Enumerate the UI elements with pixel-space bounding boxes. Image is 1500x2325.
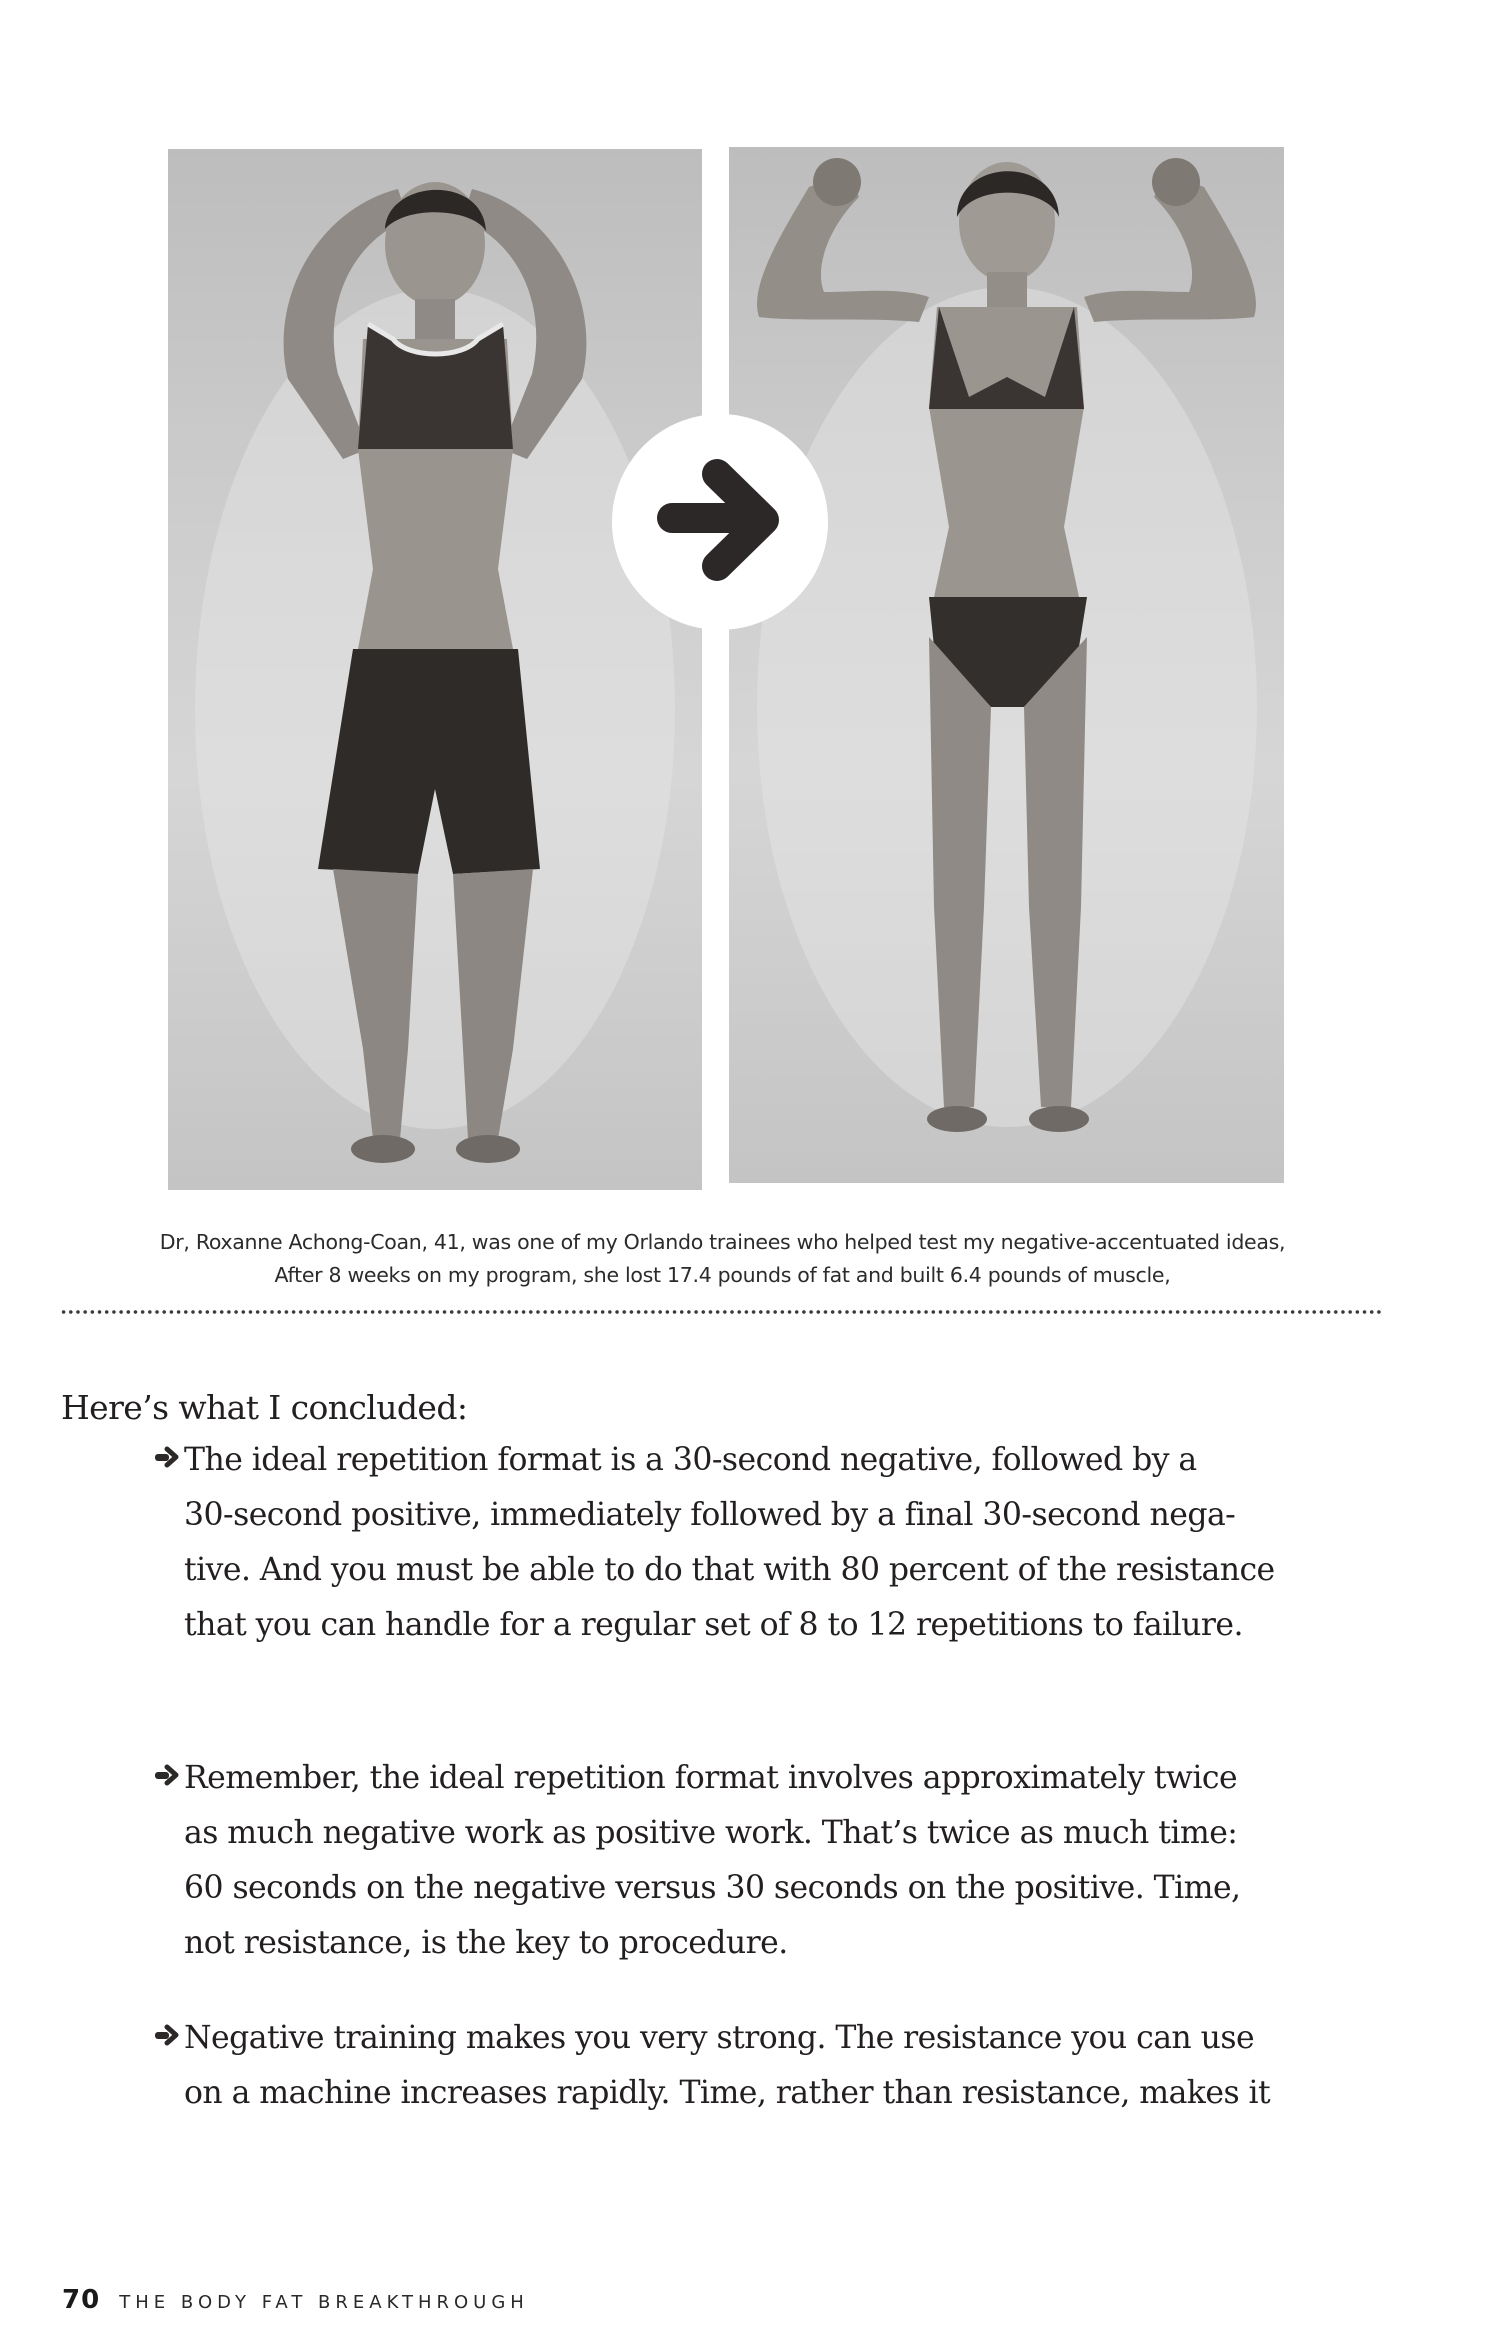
bullet-line: Remember, the ideal repetition format involves approximately twice (184, 1760, 1238, 1796)
bullet-line: Negative training makes you very strong. The resistance you can use (184, 2020, 1255, 2056)
before-figure-illustration (168, 149, 702, 1190)
arrow-bullet-icon (154, 2024, 180, 2046)
bullet-line: not resistance, is the key to procedure. (184, 1925, 788, 1961)
arrow-bullet-icon (154, 1764, 180, 1786)
running-head: THE BODY FAT BREAKTHROUGH (119, 2292, 529, 2313)
bullet-line: 60 seconds on the negative versus 30 seconds on the positive. Time, (184, 1870, 1241, 1906)
dotted-divider (60, 1309, 1384, 1315)
before-photo (168, 149, 702, 1190)
arrow-right-icon (612, 414, 828, 630)
after-photo (729, 147, 1284, 1183)
figure-caption (60, 1226, 1385, 1292)
bullet-line: that you can handle for a regular set of 8 to 12 repetitions to failure. (184, 1607, 1243, 1643)
bullet-line: 30-second positive, immediately followed by a final 30-second nega- (184, 1497, 1236, 1533)
before-after-arrow-badge (612, 414, 828, 630)
arrow-bullet-icon (154, 1446, 180, 1468)
lead-in-paragraph: Here’s what I concluded: (61, 1388, 468, 1427)
after-figure-illustration (729, 147, 1284, 1183)
bullet-line: on a machine increases rapidly. Time, rather than resistance, makes it (184, 2075, 1271, 2111)
caption-line: Dr, Roxanne Achong-Coan, 41, was one of my Orlando trainees who helped test my negative-accentuated ideas, (159, 1230, 1286, 1254)
bullet-line: as much negative work as positive work. That’s twice as much time: (184, 1815, 1238, 1851)
caption-line: After 8 weeks on my program, she lost 17.4 pounds of fat and built 6.4 pounds of muscle, (274, 1263, 1171, 1287)
page-footer (62, 2285, 529, 2315)
page-number: 70 (62, 2285, 101, 2315)
bullet-line: tive. And you must be able to do that with 80 percent of the resistance (184, 1552, 1275, 1588)
bullet-line: The ideal repetition format is a 30-second negative, followed by a (184, 1442, 1197, 1478)
